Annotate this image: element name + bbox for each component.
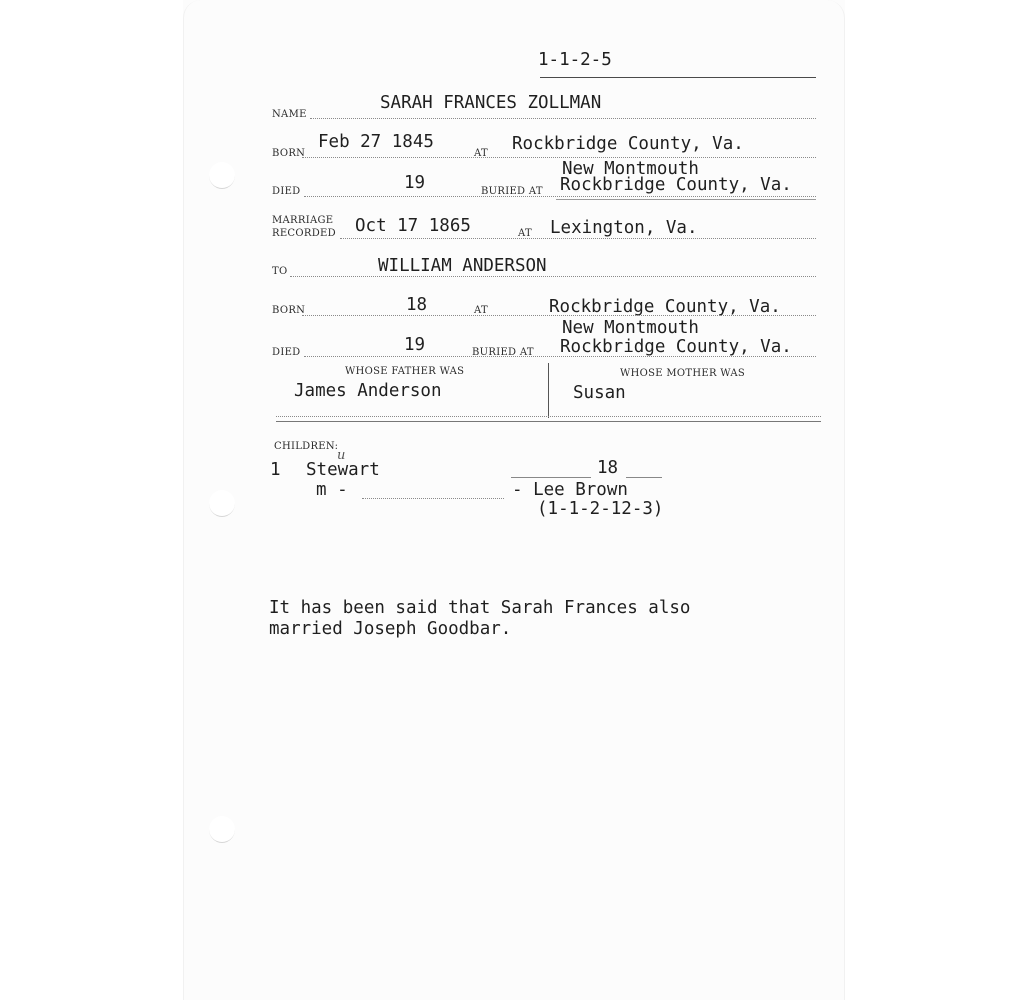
label-recorded: RECORDED [272,228,336,239]
label-at: AT [474,305,488,316]
label-born: BORN [272,148,306,159]
rule [511,477,591,478]
rule [310,118,816,119]
label-died: DIED [272,347,301,358]
label-whose-father-was: WHOSE FATHER WAS [345,366,465,377]
subject-buried-line2: Rockbridge County, Va. [560,175,792,195]
label-born: BORN [272,305,306,316]
subject-born-date: Feb 27 1845 [318,132,434,152]
child-name: Stewart [306,460,380,480]
rule [276,421,821,422]
rule [556,199,816,200]
child-date: 18 [597,458,619,478]
card-number-underline [540,77,816,78]
marriage-date: Oct 17 1865 [355,216,471,236]
spouse-buried-line2: Rockbridge County, Va. [560,337,792,357]
subject-buried-line1: New Montmouth [562,159,699,179]
spouse-name: WILLIAM ANDERSON [378,256,547,276]
marriage-place: Lexington, Va. [550,218,698,238]
child-spouse-ref: (1-1-2-12-3) [537,499,664,519]
note-line-2: married Joseph Goodbar. [269,619,512,639]
subject-born-place: Rockbridge County, Va. [512,134,744,154]
label-buried-at: BURIED AT [481,186,543,197]
label-marriage: MARRIAGE [272,215,334,226]
rule [302,315,816,316]
punch-hole [209,162,235,189]
label-at: AT [474,148,488,159]
spouse-buried-line1: New Montmouth [562,318,699,338]
card-number: 1-1-2-5 [538,50,612,70]
subject-died-date: 19 [404,173,426,193]
child-number: 1 [270,460,281,480]
child-married-prefix: m - [316,480,348,500]
label-whose-mother-was: WHOSE MOTHER WAS [620,368,746,379]
punch-hole [209,490,235,517]
label-died: DIED [272,186,301,197]
child-spouse: - Lee Brown [512,480,628,500]
label-name: NAME [272,109,307,120]
spouse-mother: Susan [573,383,626,403]
rule [302,157,816,158]
rule [304,196,816,197]
label-buried-at: BURIED AT [472,347,534,358]
spouse-born-date: 18 [406,295,428,315]
rule [276,416,821,417]
spouse-born-place: Rockbridge County, Va. [549,297,781,317]
rule [304,356,816,357]
rule [362,498,504,499]
rule [340,238,816,239]
note-line-1: It has been said that Sarah Frances also [269,598,691,618]
parents-divider [548,363,549,418]
label-children: CHILDREN: [274,441,339,452]
handwritten-correction: u [337,448,346,463]
spouse-died-date: 19 [404,335,426,355]
label-at: AT [518,228,532,239]
punch-hole [209,816,235,843]
subject-name: SARAH FRANCES ZOLLMAN [380,93,602,113]
spouse-father: James Anderson [294,381,442,401]
label-to: TO [272,266,288,277]
rule [290,276,816,277]
rule [626,477,662,478]
